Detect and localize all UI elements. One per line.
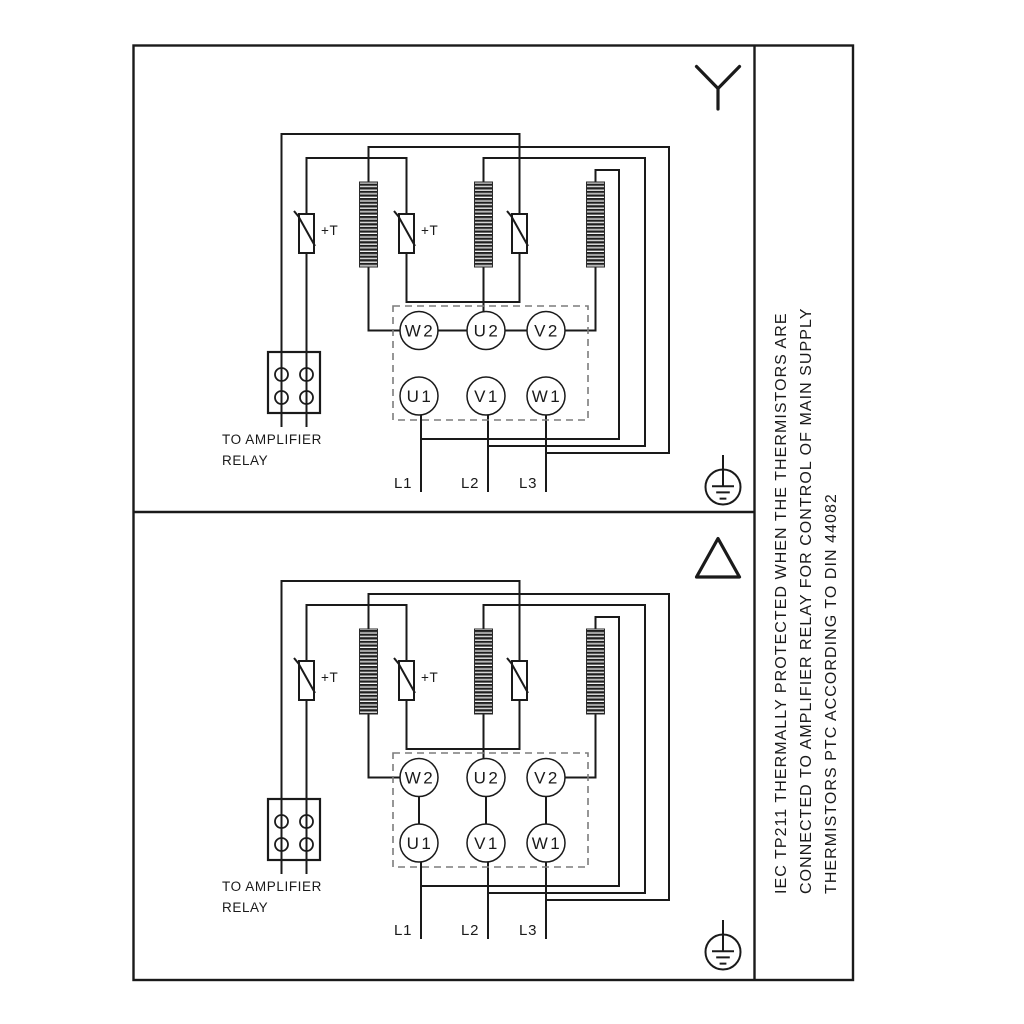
amplifier-relay-connector xyxy=(268,799,320,860)
thermistor-label: +T xyxy=(321,223,339,238)
side-note-line: IEC TP211 THERMALLY PROTECTED WHEN THE THERMISTORS ARE xyxy=(773,312,790,894)
winding-bar-1 xyxy=(360,182,378,267)
thermistor-1 xyxy=(294,658,338,700)
thermistor-label: +T xyxy=(321,670,339,685)
supply-label-l3: L3 xyxy=(519,922,538,939)
ground-icon xyxy=(706,455,741,505)
winding-bar-2 xyxy=(475,182,493,267)
terminal-row-top xyxy=(400,759,565,797)
side-note-line: THERMISTORS PTC ACCORDING TO DIN 44082 xyxy=(823,493,840,894)
thermistor-2 xyxy=(394,658,438,700)
delta-symbol-icon xyxy=(697,539,740,578)
terminal-v2-label: V2 xyxy=(534,768,560,788)
relay-connector-box xyxy=(268,352,320,413)
thermistor-label: +T xyxy=(421,223,439,238)
terminal-v1-label: V1 xyxy=(474,834,500,853)
supply-label-l2: L2 xyxy=(461,475,480,492)
terminal-w2-label: W2 xyxy=(404,768,436,788)
winding-bar-2 xyxy=(475,629,493,714)
thermistor-2 xyxy=(394,211,438,253)
terminal-u2-label: U2 xyxy=(473,321,501,341)
thermistor-1 xyxy=(294,211,338,253)
supply-label-l2: L2 xyxy=(461,922,480,939)
delta-bridge-links xyxy=(419,797,546,824)
terminal-row-top xyxy=(400,312,565,350)
terminal-row-bottom xyxy=(400,377,565,415)
side-note xyxy=(769,307,844,894)
side-note-line: CONNECTED TO AMPLIFIER RELAY FOR CONTROL OF MAIN SUPPLY xyxy=(798,307,815,894)
terminal-v2-label: V2 xyxy=(534,321,560,341)
amplifier-relay-connector xyxy=(268,352,320,413)
thermistor-3 xyxy=(507,658,528,700)
relay-note-line2: RELAY xyxy=(222,453,269,468)
terminal-w2-label: W2 xyxy=(404,321,436,341)
winding-bar-1 xyxy=(360,629,378,714)
panel-delta xyxy=(222,539,741,970)
relay-note-line2: RELAY xyxy=(222,900,269,915)
thermistor-3 xyxy=(507,211,528,253)
supply-label-l1: L1 xyxy=(394,475,413,492)
supply-label-l1: L1 xyxy=(394,922,413,939)
terminal-w1-label: W1 xyxy=(531,387,563,406)
winding-bar-3 xyxy=(587,629,605,714)
terminal-u1-label: U1 xyxy=(406,387,434,406)
winding-bar-3 xyxy=(587,182,605,267)
ground-icon xyxy=(706,920,741,970)
terminal-w1-label: W1 xyxy=(531,834,563,853)
terminal-v1-label: V1 xyxy=(474,387,500,406)
terminal-u2-label: U2 xyxy=(473,768,501,788)
star-symbol-icon xyxy=(697,67,740,110)
terminal-u1-label: U1 xyxy=(406,834,434,853)
supply-label-l3: L3 xyxy=(519,475,538,492)
terminal-row-bottom xyxy=(400,824,565,862)
thermistor-label: +T xyxy=(421,670,439,685)
relay-note-line1: TO AMPLIFIER xyxy=(222,432,322,447)
panel-star xyxy=(222,67,741,505)
relay-connector-box xyxy=(268,799,320,860)
relay-note-line1: TO AMPLIFIER xyxy=(222,879,322,894)
